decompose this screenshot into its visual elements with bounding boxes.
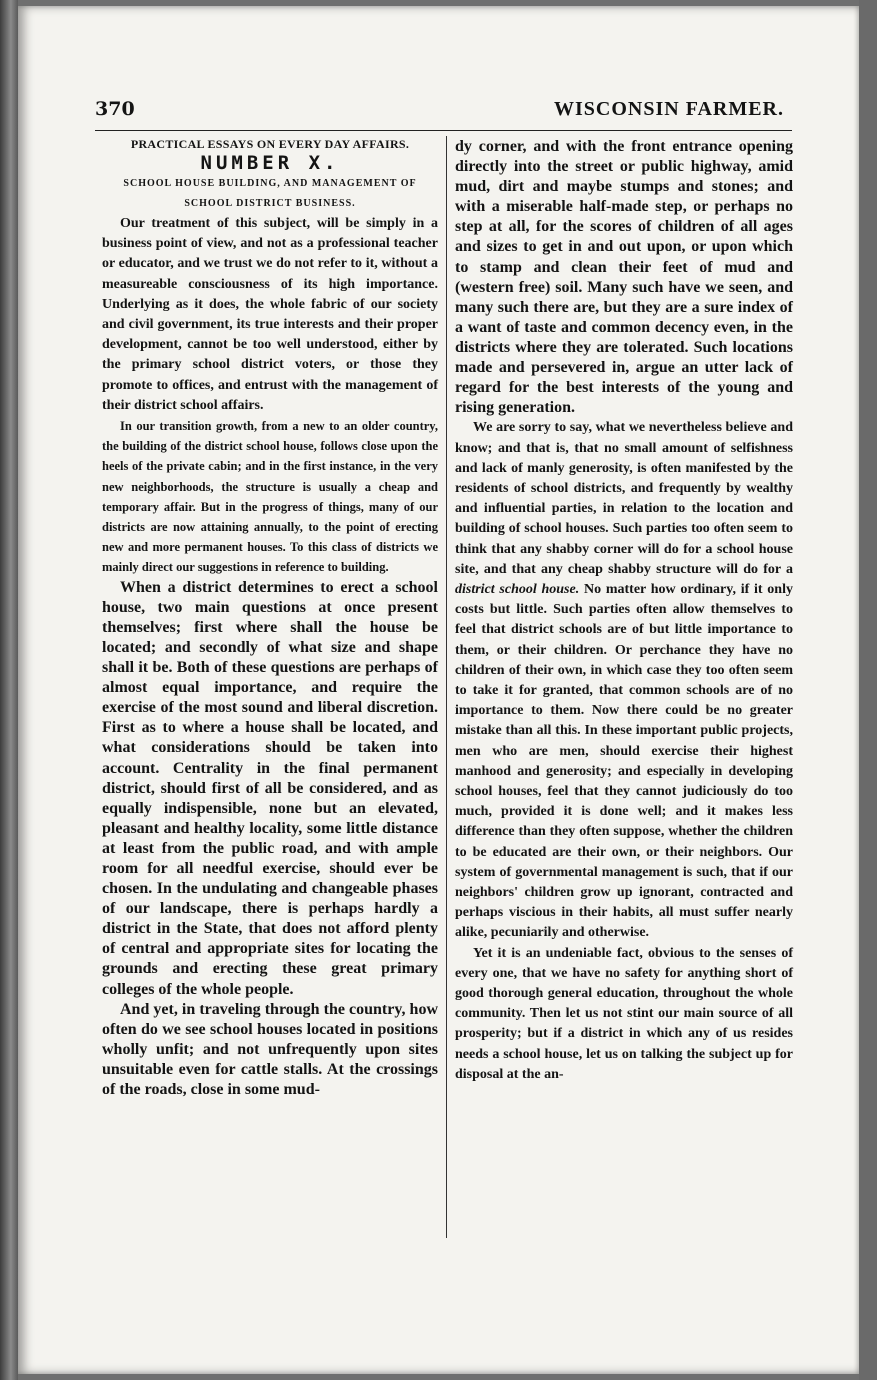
paragraph: And yet, in traveling through the country, how often do we see school houses located in positions wholly unfit; and not unfrequently upon sites unsuitable even for cattle stalls. At the crossings of the roads, close in some mud- — [102, 1000, 438, 1098]
paragraph: Our treatment of this subject, will be simply in a business point of view, and not as a professional teacher or educator, and we trust we do not refer to it, without a measureable consciousness of its high importance. Underlying as it does, the whole fabric of our society and civil government, its true interests and their proper development, cannot be too well understood, either by the primary school district voters, or those they promote to offices, and entrust with the management of their district school affairs. — [102, 216, 438, 413]
paragraph-text: No matter how ordinary, if it only costs but little. Such parties often allow themselves to feel that district schools are of but little importance to them, or their children. Or perchance they have no children of their own, in which case they too often seem to take it for granted, that common schools are of no importance to them. Now there could be no greater mistake than all this. In these important public projects, men who are men, should exercise their highest manhood and generosity; and especially in developing school houses, feel that they cannot judiciously do too much, provided it is done well; and it makes less difference than they often suppose, whether the children to be educated are their own, or their neighbors. Our system of governmental management is such, that if our neighbors' children grow up ignorant, contracted and perhaps viscious in their habits, all must suffer nearly alike, pecuniarily and otherwise. — [455, 581, 793, 941]
right-column — [455, 137, 793, 1085]
italic-phrase: district school house. — [455, 581, 580, 597]
paragraph-continuation: dy corner, and with the front entrance opening directly into the street or public highway, amid mud, dirt and maybe stumps and stones; and with a miserable half-made step, or perhaps no step at all, for the scores of children of all ages and sizes to get in and out upon, or upon which to stamp and clean their feet of mud and (western free) soil. Many such have we seen, and many such there are, but they are a sure index of a want of taste and common decency even, in the districts where they are tolerated. Such locations made and persevered in, argue an utter lack of regard for the best interests of the young and rising generation. — [455, 138, 793, 417]
paragraph: Yet it is an undeniable fact, obvious to the senses of every one, that we have no safety for anything short of good thorough general education, throughout the whole community. Then let us not stint our main source of all prosperity; but if a district in which any of us resides needs a school house, let us on talking the subject up for disposal at the an- — [455, 945, 793, 1082]
article-number: NUMBER X. — [200, 152, 340, 174]
scan-background — [859, 0, 877, 1380]
column-divider — [446, 136, 447, 1238]
paragraph: In our transition growth, from a new to an older country, the building of the district school house, follows close upon the heels of the private cabin; and in the first instance, in the very new neighborhoods, the structure is usually a cheap and temporary affair. But in the progress of things, many of our districts are now attaining annually, to the point of erecting new and more permanent houses. To this class of districts we mainly direct our suggestions in reference to building. — [102, 419, 438, 575]
left-column — [102, 137, 438, 1100]
paragraph-text: We are sorry to say, what we nevertheless believe and know; and that is, that no small amount of selfishness and lack of manly generosity, is often manifested by the residents of school districts, and frequently by wealthy and influential parties, in relation to the location and building of school houses. Such parties too often seem to think that any shabby corner will do for a school house site, and that any cheap shabby structure will do for a — [455, 420, 793, 577]
page-binding-edge — [0, 0, 18, 1380]
paragraph — [455, 418, 793, 943]
section-title: PRACTICAL ESSAYS ON EVERY DAY AFFAIRS. — [130, 137, 410, 151]
page-header — [95, 98, 792, 124]
article-subtitle: SCHOOL HOUSE BUILDING, AND MANAGEMENT OF SCHOOL DISTRICT BUSINESS. — [123, 178, 417, 209]
running-title: WISCONSIN FARMER. — [554, 98, 784, 120]
paragraph: When a district determines to erect a school house, two main questions at once present themselves; first where shall the house be located; and secondly of what size and shape shall it be. Both of these questions are perhaps of almost equal importance, and require the exercise of the most sound and liberal discretion. First as to where a house shall be located, and what considerations should be taken into account. Centrality in the final permanent district, should first of all be considered, and as equally indispensible, none but an elevated, pleasant and healthy locality, some little distance at least from the public road, and with ample room for all needful exercise, should ever be chosen. In the undulating and changeable phases of our landscape, there is perhaps hardly a district in the State, that does not afford plenty of central and appropriate sites for locating the grounds and erecting these great primary colleges of the whole people. — [102, 578, 438, 998]
header-rule — [95, 130, 792, 131]
page-number: 370 — [95, 98, 135, 120]
